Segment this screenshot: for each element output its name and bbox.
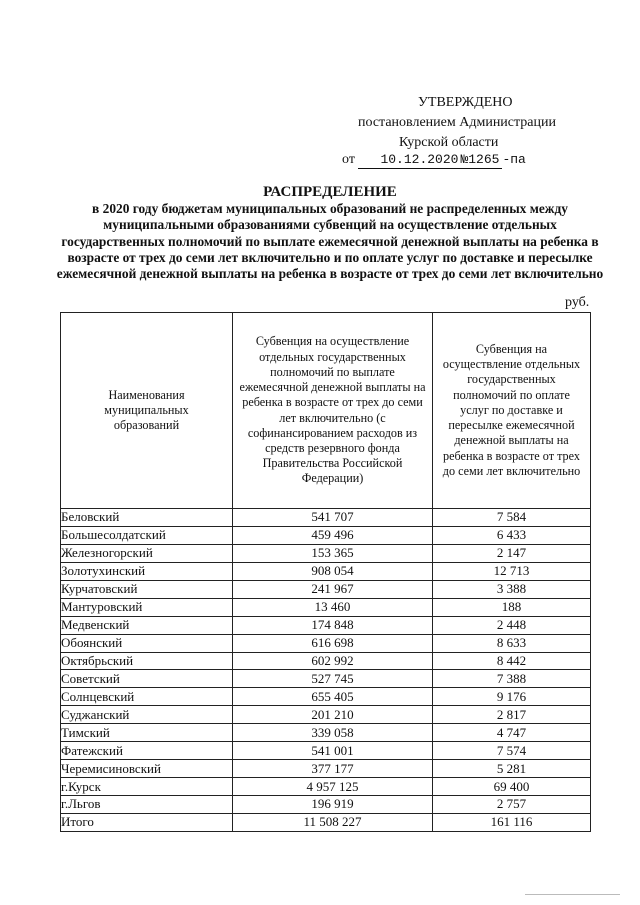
payment-value: 174 848 — [233, 616, 433, 634]
approved-label: УТВЕРЖДЕНО — [418, 95, 513, 110]
table-row — [61, 706, 591, 724]
payment-value: 602 992 — [233, 652, 433, 670]
municipality-name: Обоянский — [61, 634, 233, 652]
table-row — [61, 778, 591, 796]
header-name: Наименования муниципальных образований — [61, 313, 233, 509]
header-subvention-delivery: Субвенция на осуществление отдельных государственных полномочий по оплате услуг по доставке и пересылке ежемесячной денежной выплаты на ребенка в возрасте от трех до семи лет включительно — [433, 313, 591, 509]
municipality-name: Итого — [61, 813, 233, 831]
table-row — [61, 598, 591, 616]
table-header-row — [61, 313, 591, 509]
approval-number-suffix: -па — [502, 152, 526, 167]
municipality-name: Фатежский — [61, 742, 233, 760]
table-row — [61, 634, 591, 652]
delivery-value: 69 400 — [433, 778, 591, 796]
distribution-table — [60, 312, 591, 832]
municipality-name: г.Льгов — [61, 796, 233, 814]
municipality-name: Золотухинский — [61, 562, 233, 580]
payment-value: 153 365 — [233, 544, 433, 562]
payment-value: 541 707 — [233, 509, 433, 527]
currency-unit: руб. — [565, 295, 590, 310]
delivery-value: 7 388 — [433, 670, 591, 688]
document-title: РАСПРЕДЕЛЕНИЕ — [263, 184, 397, 200]
municipality-name: Солнцевский — [61, 688, 233, 706]
payment-value: 527 745 — [233, 670, 433, 688]
header-subvention-payment: Субвенция на осуществление отдельных государственных полномочий по выплате ежемесячной денежной выплаты на ребенка в возрасте от трех до семи лет включительно (с софинансированием расходов из средств резервного фонда Правительства Российской Федерации) — [233, 313, 433, 509]
municipality-name: Октябрьский — [61, 652, 233, 670]
municipality-name: Медвенский — [61, 616, 233, 634]
delivery-value: 2 757 — [433, 796, 591, 814]
table-row — [61, 670, 591, 688]
delivery-value: 12 713 — [433, 562, 591, 580]
approved-region: Курской области — [399, 135, 499, 150]
table-row — [61, 544, 591, 562]
payment-value: 196 919 — [233, 796, 433, 814]
delivery-value: 9 176 — [433, 688, 591, 706]
delivery-value: 161 116 — [433, 813, 591, 831]
payment-value: 339 058 — [233, 724, 433, 742]
payment-value: 241 967 — [233, 580, 433, 598]
municipality-name: г.Курск — [61, 778, 233, 796]
municipality-name: Черемисиновский — [61, 760, 233, 778]
municipality-name: Мантуровский — [61, 598, 233, 616]
table-row — [61, 616, 591, 634]
number-sign-group — [458, 152, 502, 169]
municipality-name: Советский — [61, 670, 233, 688]
municipality-name: Суджанский — [61, 706, 233, 724]
payment-value: 908 054 — [233, 562, 433, 580]
municipality-name: Беловский — [61, 509, 233, 527]
approval-number: 1265 — [468, 152, 500, 167]
municipality-name: Большесолдатский — [61, 526, 233, 544]
table-row — [61, 760, 591, 778]
delivery-value: 8 633 — [433, 634, 591, 652]
date-prefix: от — [342, 152, 355, 167]
municipality-name: Железногорский — [61, 544, 233, 562]
approved-by-line: постановлением Администрации — [358, 115, 556, 130]
payment-value: 11 508 227 — [233, 813, 433, 831]
delivery-value: 7 574 — [433, 742, 591, 760]
approval-date-line — [342, 150, 526, 170]
scan-artifact-line — [525, 894, 620, 895]
table-total-row — [61, 813, 591, 831]
delivery-value: 2 448 — [433, 616, 591, 634]
table-row — [61, 742, 591, 760]
payment-value: 616 698 — [233, 634, 433, 652]
table-row — [61, 652, 591, 670]
delivery-value: 5 281 — [433, 760, 591, 778]
payment-value: 4 957 125 — [233, 778, 433, 796]
municipality-name: Тимский — [61, 724, 233, 742]
approval-date: 10.12.2020 — [358, 152, 458, 169]
number-sign: № — [460, 152, 469, 167]
table-row — [61, 562, 591, 580]
delivery-value: 4 747 — [433, 724, 591, 742]
delivery-value: 7 584 — [433, 509, 591, 527]
delivery-value: 2 817 — [433, 706, 591, 724]
table-row — [61, 526, 591, 544]
payment-value: 459 496 — [233, 526, 433, 544]
table-row — [61, 509, 591, 527]
table-row — [61, 580, 591, 598]
delivery-value: 8 442 — [433, 652, 591, 670]
payment-value: 541 001 — [233, 742, 433, 760]
table-row — [61, 724, 591, 742]
delivery-value: 188 — [433, 598, 591, 616]
table-row — [61, 688, 591, 706]
delivery-value: 6 433 — [433, 526, 591, 544]
document-subtitle: в 2020 году бюджетам муниципальных образований не распределенных между муниципальными образованиями субвенций на осуществление отдельных государственных полномочий по выплате ежемесячной денежной выплаты на ребенка в возрасте от трех до семи лет включительно и по оплате услуг по доставке и пересылке ежемесячной денежной выплаты на ребенка в возрасте от трех до семи лет включительно — [56, 201, 604, 282]
municipality-name: Курчатовский — [61, 580, 233, 598]
payment-value: 377 177 — [233, 760, 433, 778]
delivery-value: 3 388 — [433, 580, 591, 598]
payment-value: 13 460 — [233, 598, 433, 616]
table-row — [61, 796, 591, 814]
payment-value: 201 210 — [233, 706, 433, 724]
payment-value: 655 405 — [233, 688, 433, 706]
delivery-value: 2 147 — [433, 544, 591, 562]
